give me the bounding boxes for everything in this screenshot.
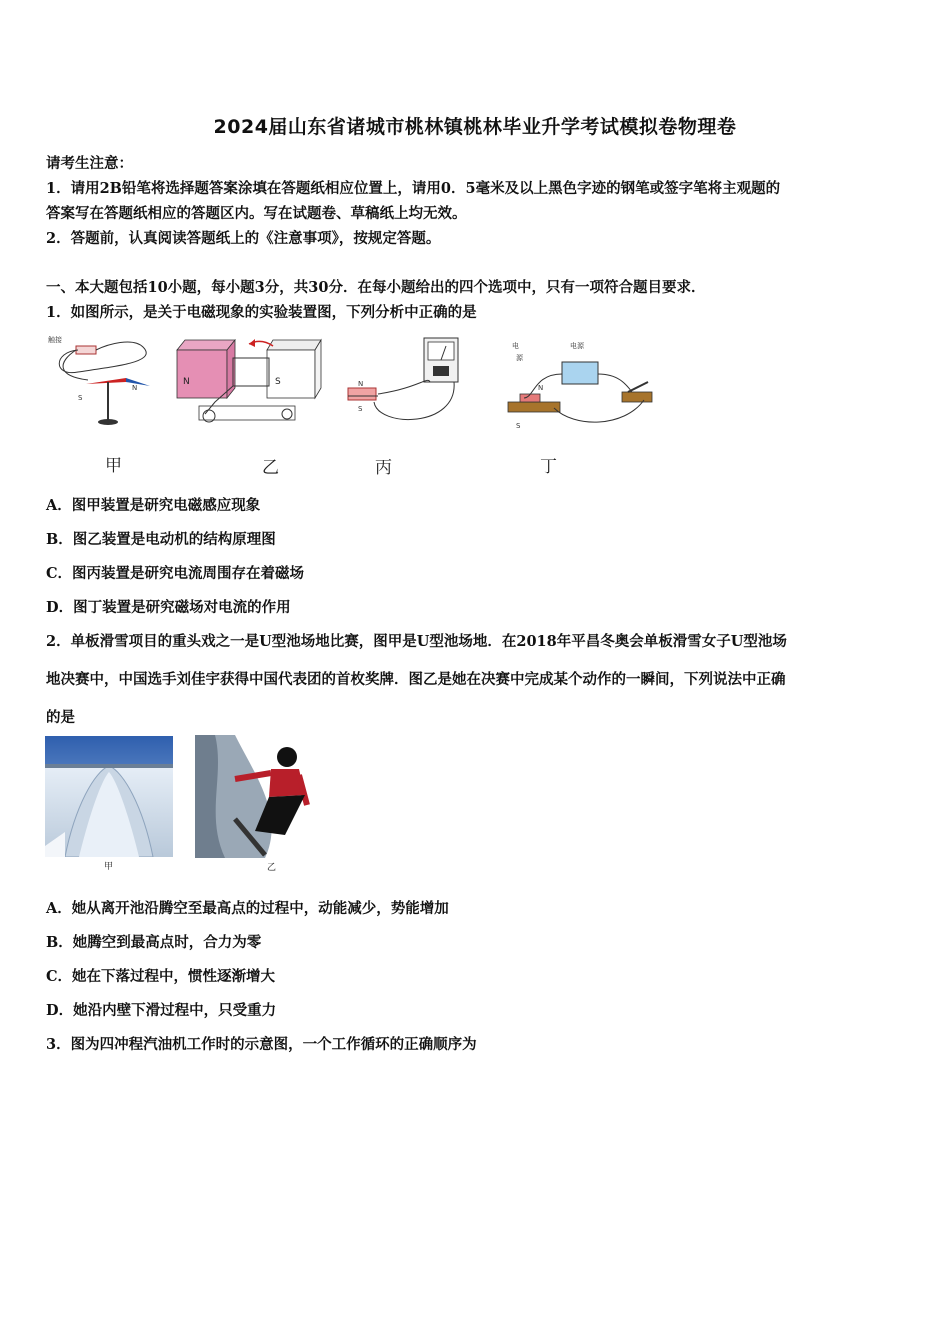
coil	[233, 358, 269, 386]
q2-option-d: D．她沿内壁下滑过程中，只受重力	[46, 1002, 277, 1019]
q1-option-b: B．图乙装置是电动机的结构原理图	[46, 531, 276, 548]
photo-halfpipe	[45, 736, 173, 857]
q1-option-c: C．图丙装置是研究电流周围存在着磁场	[46, 565, 305, 582]
battery-icon	[76, 346, 96, 354]
magnet-s	[267, 350, 315, 398]
jia-n-label: N	[132, 384, 138, 392]
compass-needle-n	[86, 378, 126, 384]
power-supply	[562, 362, 598, 384]
notice-line-1: 1．请用2B铅笔将选择题答案涂填在答题纸相应位置上，请用0．5毫米及以上黑色字迹的钢笔或签字笔将主观题的	[46, 180, 781, 197]
q2-option-c: C．她在下落过程中，惯性逐渐增大	[46, 968, 276, 985]
q3-stem: 3．图为四冲程汽油机工作时的示意图，一个工作循环的正确顺序为	[46, 1036, 477, 1053]
ding-top-label: 电源	[570, 342, 584, 350]
compass-needle-s	[126, 378, 150, 386]
q2-stem-line-3: 的是	[46, 709, 75, 726]
section-heading: 一、本大题包括10小题，每小题3分，共30分．在每小题给出的四个选项中，只有一项符合题目要求．	[46, 279, 706, 296]
switch-base	[622, 392, 652, 402]
ding-side-2: 源	[516, 354, 523, 362]
ding-side-1: 电	[512, 342, 519, 350]
q2-option-b: B．她腾空到最高点时，合力为零	[46, 934, 262, 951]
photo-snowboarder	[195, 735, 370, 858]
yi-s-label: S	[275, 377, 281, 387]
q1-caption-bing: 丙	[375, 458, 392, 478]
figure-jia	[48, 332, 158, 432]
base-board	[508, 402, 560, 412]
figure-yi	[175, 336, 325, 431]
figure-bing	[338, 336, 463, 426]
magnet-n	[177, 350, 227, 398]
q1-caption-yi: 乙	[262, 458, 279, 478]
q2-option-a: A．她从离开池沿腾空至最高点的过程中，动能减少，势能增加	[46, 900, 449, 917]
figure-ding	[494, 338, 664, 433]
bing-s-label: S	[358, 405, 363, 413]
q2-caption-yi: 乙	[267, 863, 277, 873]
bing-n-label: N	[358, 380, 364, 388]
horseshoe-magnet	[348, 388, 376, 400]
q1-option-d: D．图丁装置是研究磁场对电流的作用	[46, 599, 291, 616]
jia-battery-label: 触接	[48, 336, 62, 344]
ding-s-label: S	[516, 422, 521, 430]
document-title: 2024届山东省诸城市桃林镇桃林毕业升学考试模拟卷物理卷	[213, 116, 737, 138]
q2-stem-line-1: 2．单板滑雪项目的重头戏之一是U型池场地比赛，图甲是U型池场地．在2018年平昌冬奥会单板滑雪女子U型池场	[46, 633, 787, 650]
yi-n-label: N	[183, 377, 190, 387]
q2-caption-jia: 甲	[104, 862, 114, 872]
q1-caption-jia: 甲	[105, 456, 122, 476]
notice-line-1b: 答案写在答题纸相应的答题区内。写在试题卷、草稿纸上均无效。	[46, 205, 467, 222]
notice-heading: 请考生注意：	[46, 155, 133, 172]
jia-s-label: S	[78, 394, 83, 402]
q2-stem-line-2: 地决赛中，中国选手刘佳宇获得中国代表团的首枚奖牌．图乙是她在决赛中完成某个动作的一瞬间，下列说法中正确	[46, 671, 786, 688]
notice-line-2: 2．答题前，认真阅读答题纸上的《注意事项》，按规定答题。	[46, 230, 441, 247]
q1-caption-ding: 丁	[540, 457, 557, 477]
ding-n-label: N	[538, 384, 544, 392]
q1-stem: 1．如图所示，是关于电磁现象的实验装置图，下列分析中正确的是	[46, 304, 477, 321]
q1-option-a: A．图甲装置是研究电磁感应现象	[46, 497, 261, 514]
